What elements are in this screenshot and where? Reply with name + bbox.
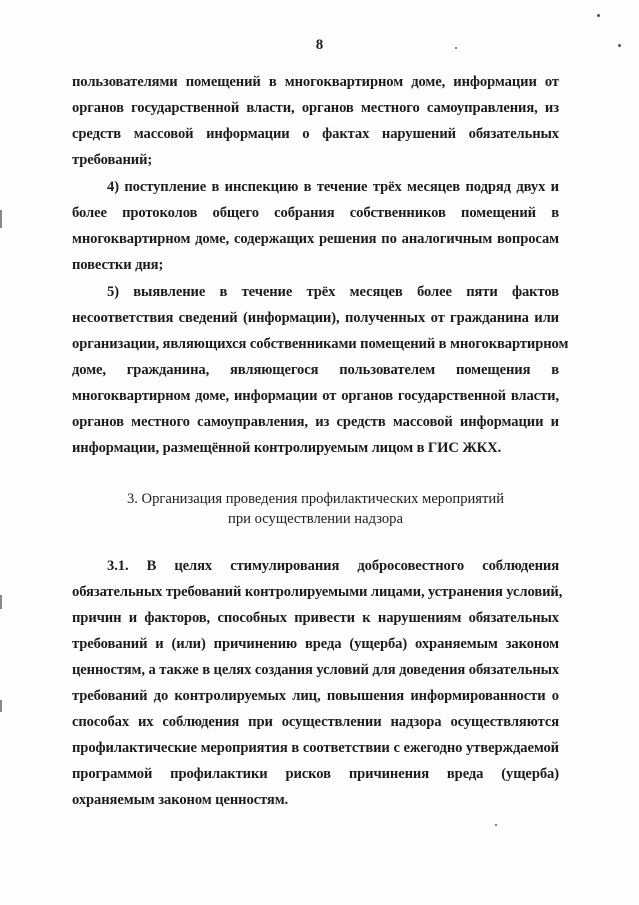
paragraph-3-line-2: несоответствия сведений (информации), полученных от гражданина или bbox=[72, 310, 559, 326]
section-paragraph-line-6: требований до контролируемых лиц, повышения информированности о bbox=[72, 688, 559, 704]
scan-speck bbox=[618, 44, 621, 47]
scan-edge-mark bbox=[0, 595, 2, 609]
section-paragraph-line-1: 3.1. В целях стимулирования добросовестного соблюдения bbox=[107, 558, 559, 574]
paragraph-2-line-1: 4) поступление в инспекцию в течение трёх месяцев подряд двух и bbox=[107, 179, 559, 195]
section-paragraph-line-5: ценностям, а также в целях создания условий для доведения обязательных bbox=[72, 662, 560, 678]
scan-speck bbox=[455, 47, 457, 49]
section-paragraph-line-4: требований и (или) причинению вреда (ущерба) охраняемым законом bbox=[72, 636, 559, 652]
section-paragraph-line-10: охраняемым законом ценностям. bbox=[72, 792, 289, 808]
section-heading-line-2: при осуществлении надзора bbox=[228, 511, 403, 527]
page-number: 8 bbox=[315, 37, 324, 53]
paragraph-3-line-1: 5) выявление в течение трёх месяцев более пяти фактов bbox=[107, 284, 559, 300]
paragraph-3-line-4: доме, гражданина, являющегося пользователем помещения в bbox=[72, 362, 559, 378]
section-paragraph-line-9: программой профилактики рисков причинения вреда (ущерба) bbox=[72, 766, 559, 782]
paragraph-1-line-4: требований; bbox=[72, 152, 153, 168]
paragraph-2-line-4: повестки дня; bbox=[72, 257, 164, 273]
scan-edge-mark bbox=[0, 700, 2, 712]
section-paragraph-line-2: обязательных требований контролируемыми лицами, устранения условий, bbox=[72, 584, 563, 600]
section-paragraph-line-3: причин и факторов, способных привести к нарушениям обязательных bbox=[72, 610, 559, 626]
paragraph-1-line-1: пользователями помещений в многоквартирном доме, информации от bbox=[72, 74, 559, 90]
section-heading-line-1: 3. Организация проведения профилактических мероприятий bbox=[126, 491, 505, 507]
section-paragraph-line-7: способах их соблюдения при осуществлении надзора осуществляются bbox=[72, 714, 559, 730]
paragraph-3-line-3: организации, являющихся собственниками помещений в многоквартирном bbox=[72, 336, 569, 352]
scan-speck bbox=[495, 824, 497, 826]
paragraph-1-line-3: средств массовой информации о фактах нарушений обязательных bbox=[72, 126, 559, 142]
paragraph-1-line-2: органов государственной власти, органов местного самоуправления, из bbox=[72, 100, 559, 116]
paragraph-3-line-7: информации, размещённой контролируемым лицом в ГИС ЖКХ. bbox=[72, 440, 502, 456]
paragraph-3-line-5: многоквартирном доме, информации от органов государственной власти, bbox=[72, 388, 559, 404]
scan-edge-mark bbox=[0, 210, 2, 228]
paragraph-2-line-2: более протоколов общего собрания собственников помещений в bbox=[72, 205, 559, 221]
section-paragraph-line-8: профилактические мероприятия в соответствии с ежегодно утверждаемой bbox=[72, 740, 559, 756]
scan-speck bbox=[597, 14, 600, 17]
paragraph-2-line-3: многоквартирном доме, содержащих решения по аналогичным вопросам bbox=[72, 231, 559, 247]
paragraph-3-line-6: органов местного самоуправления, из средств массовой информации и bbox=[72, 414, 559, 430]
